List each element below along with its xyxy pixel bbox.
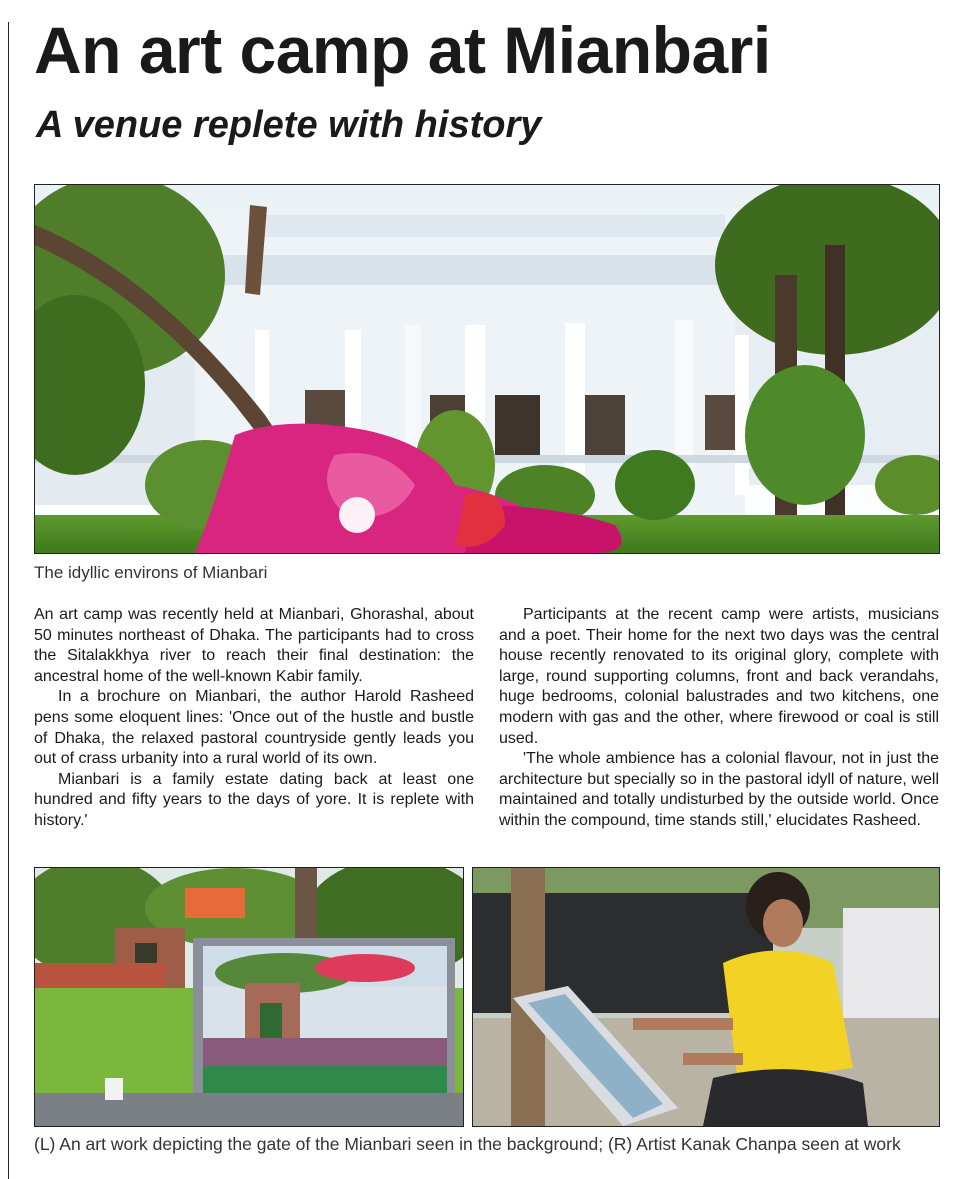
article-paragraph: 'The whole ambience has a colonial flavour, not in just the architecture but specially so in the pastoral idyll of nature, well maintained and totally undisturbed by the outside world. Once within the compound, time stands still,' elucidates Rasheed. [499,750,939,829]
article-paragraph: An art camp was recently held at Mianbari, Ghorashal, about 50 minutes northeast of Dhaka. The participants had to cross the Sitalakkhya river to reach their final destination: the ancestral home of the well-known Kabir family. [34,606,474,685]
article-paragraph: In a brochure on Mianbari, the author Harold Rasheed pens some eloquent lines: 'Once out of the hustle and bustle of Dhaka, the relaxed pastoral countryside gently leads you out of crass urbanity into a rural world of its own. [34,688,474,768]
hero-photo-mansion [34,184,940,554]
hero-photo-caption: The idyllic environs of Mianbari [34,563,268,582]
photo-artist-at-work [472,867,940,1127]
article-paragraph: Participants at the recent camp were artists, musicians and a poet. Their home for the next two days was the central house recently renovated to its original glory, complete with large, round supporting columns, front and back verandahs, huge bedrooms, colonial balustrades and two kitchens, one modern with gas and the other, where firewood or coal is still used. [499,606,939,747]
headline: An art camp at Mianbari [34,13,771,87]
subheadline: A venue replete with history [36,104,542,146]
left-column-rule [8,22,9,1179]
bottom-photos-caption: (L) An art work depicting the gate of the Mianbari seen in the background; (R) Artist Kanak Chanpa seen at work [34,1134,901,1154]
article-column-left [34,605,474,832]
photo-artwork-gate [34,867,464,1127]
article-paragraph: Mianbari is a family estate dating back at least one hundred and fifty years to the days of yore. It is replete with history.' [34,770,474,829]
article-column-right [499,605,939,832]
